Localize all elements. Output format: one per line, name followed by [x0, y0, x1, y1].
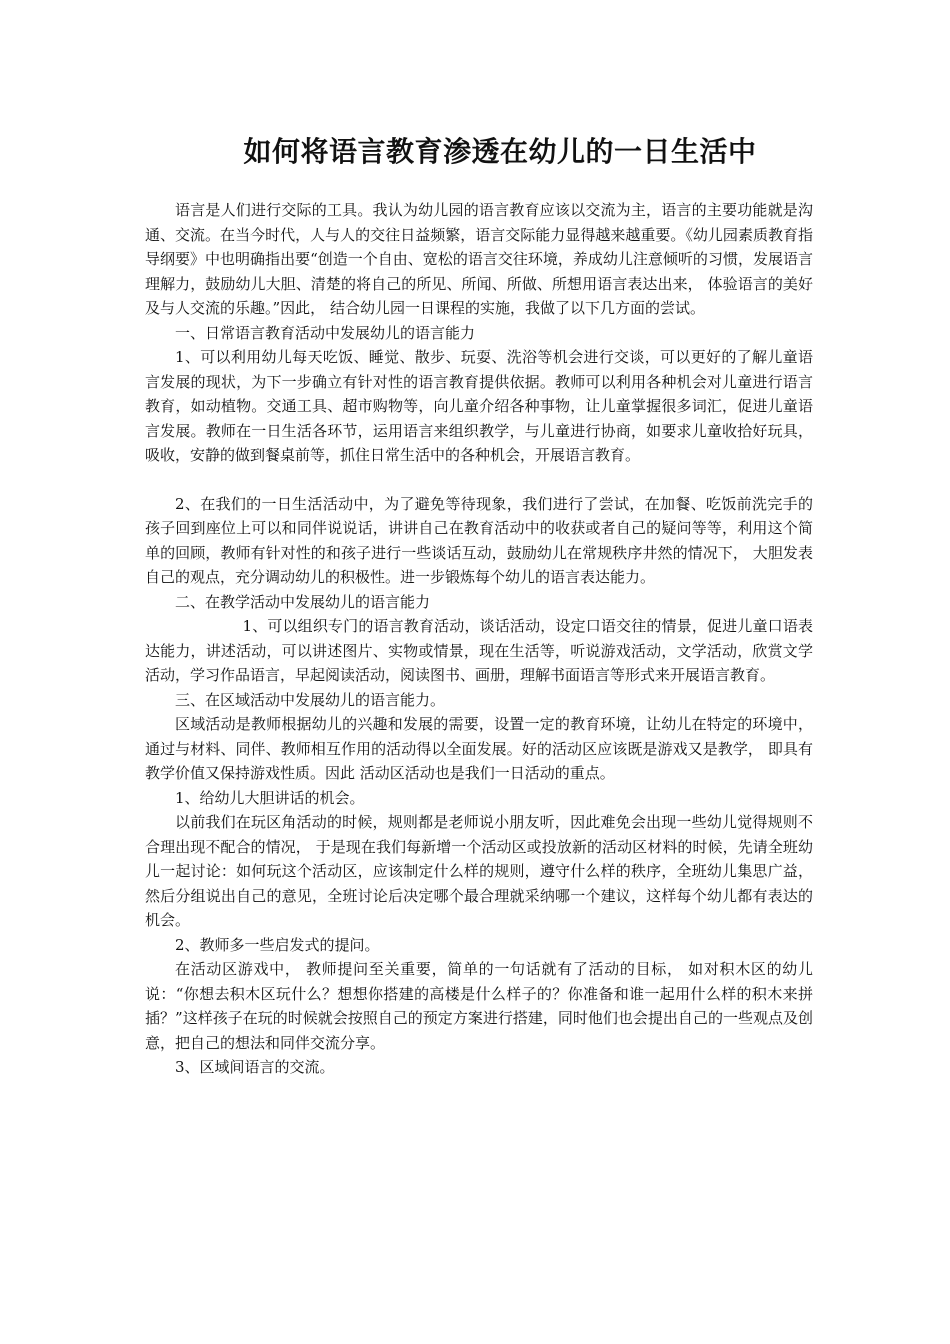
section-heading-2: 二、在教学活动中发展幼儿的语言能力 [175, 592, 431, 611]
document-body [145, 198, 813, 1080]
subheading-3-3: 3、区域间语言的交流。 [175, 1058, 335, 1076]
paragraph-3-1: 以前我们在玩区角活动的时候，规则都是老师说小朋友听，因此难免会出现一些幼儿觉得规则不合理出现不配合的情况， 于是现在我们每新增一个活动区或投放新的活动区材料的时候，先请全班幼儿一起讨论：如何玩这个活动区，应该制定什么样的规则，遵守什么样的秩序，全班幼儿集思广益，然后分组说出自己的意见，全班讨论后决定哪个最合理就采纳哪一个建议，这样每个幼儿都有表达的机会。 [145, 813, 813, 929]
document-title: 如何将语言教育渗透在幼儿的一日生活中 [243, 135, 757, 168]
paragraph-1-2: 2、在我们的一日生活活动中，为了避免等待现象，我们进行了尝试，在加餐、吃饭前洗完手的孩子回到座位上可以和同伴说说话，讲讲自己在教育活动中的收获或者自己的疑问等等，利用这个简单的回顾，教师有针对性的和孩子进行一些谈话互动，鼓励幼儿在常规秩序井然的情况下， 大胆发表自己的观点，充分调动幼儿的积极性。进一步锻炼每个幼儿的语言表达能力。 [145, 494, 813, 586]
section-heading-1: 一、日常语言教育活动中发展幼儿的语言能力 [175, 323, 476, 342]
paragraph-intro: 语言是人们进行交际的工具。我认为幼儿园的语言教育应该以交流为主，语言的主要功能就是沟通、交流。在当今时代，人与人的交往日益频繁，语言交际能力显得越来越重要。《幼儿园素质教育指导纲要》中也明确指出要“创造一个自由、宽松的语言交往环境，养成幼儿注意倾听的习惯，发展语言理解力，鼓励幼儿大胆、清楚的将自己的所见、所闻、所做、所想用语言表达出来， 体验语言的美好及与人交流的乐趣。”因此， 结合幼儿园一日课程的实施，我做了以下几方面的尝试。 [145, 201, 813, 317]
blank-line [145, 468, 813, 492]
subheading-3-2: 2、教师多一些启发式的提问。 [175, 935, 380, 954]
paragraph-1-1: 1、可以利用幼儿每天吃饭、睡觉、散步、玩耍、洗浴等机会进行交谈，可以更好的了解儿童语言发展的现状，为下一步确立有针对性的语言教育提供依据。教师可以利用各种机会对儿童进行语言教育，如动植物。交通工具、超市购物等，向儿童介绍各种事物，让儿童掌握很多词汇，促进儿童语言发展。教师在一日生活各环节，运用语言来组织教学，与儿童进行协商，如要求儿童收拾好玩具，吸收，安静的做到餐桌前等，抓住日常生活中的各种机会，开展语言教育。 [145, 348, 813, 464]
section-heading-3: 三、在区域活动中发展幼儿的语言能力。 [175, 690, 446, 709]
subheading-3-1: 1、给幼儿大胆讲话的机会。 [175, 788, 365, 807]
paragraph-3-intro: 区域活动是教师根据幼儿的兴趣和发展的需要，设置一定的教育环境，让幼儿在特定的环境中， 通过与材料、同伴、教师相互作用的活动得以全面发展。好的活动区应该既是游戏又是教学， 即具有教学价值又保持游戏性质。因此 活动区活动也是我们一日活动的重点。 [145, 715, 813, 782]
paragraph-2-1: 1、可以组织专门的语言教育活动，谈话活动，设定口语交往的情景，促进儿童口语表达能力，讲述活动，可以讲述图片、实物或情景，现在生活等，听说游戏活动，文学活动，欣赏文学活动，学习作品语言，早起阅读活动，阅读图书、画册，理解书面语言等形式来开展语言教育。 [145, 617, 813, 684]
paragraph-3-2: 在活动区游戏中， 教师提问至关重要，简单的一句话就有了活动的目标， 如对积木区的幼儿说：“你想去积木区玩什么？想想你搭建的高楼是什么样子的？你准备和谁一起用什么样的积木来拼插？”这样孩子在玩的时候就会按照自己的预定方案进行搭建，同时他们也会提出自己的一些观点及创意，把自己的想法和同伴交流分享。 [145, 960, 813, 1052]
